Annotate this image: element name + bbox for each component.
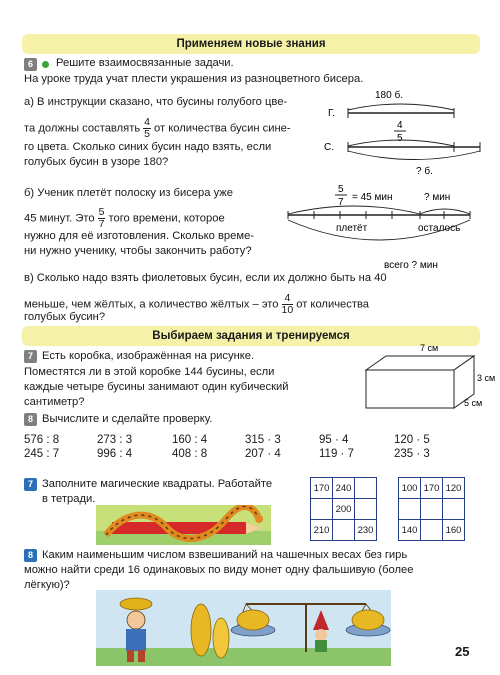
diagram-b-frac-num: 5 bbox=[338, 184, 344, 195]
magic-square-cell: 230 bbox=[355, 520, 377, 541]
box-height-label: 3 см bbox=[477, 373, 496, 383]
task-v-line1: в) Сколько надо взять фиолетовых бусин, если их должно быть на 40 bbox=[24, 272, 387, 284]
box-length-label: 7 см bbox=[420, 343, 439, 353]
magic-square-cell bbox=[355, 478, 377, 499]
calc-item: 235 · 3 bbox=[394, 448, 430, 460]
task-a-line4: голубых бусин в узоре 180? bbox=[24, 156, 169, 168]
task-number-badge: 7 bbox=[24, 478, 37, 491]
magic-square-cell bbox=[333, 520, 355, 541]
diagram-b-frac-den: 7 bbox=[338, 197, 344, 208]
task9-line1: Заполните магические квадраты. Работайте bbox=[42, 478, 273, 490]
calc-item: 245 : 7 bbox=[24, 448, 60, 460]
magic-square-cell: 210 bbox=[311, 520, 333, 541]
diagram-b-question: ? мин bbox=[424, 192, 451, 203]
calc-item: 160 : 4 bbox=[172, 434, 208, 446]
magic-square-cell bbox=[399, 499, 421, 520]
task-v-line3: голубых бусин? bbox=[24, 311, 106, 323]
task-a-line1: а) В инструкции сказано, что бусины голубого цве- bbox=[24, 96, 288, 108]
task-number-badge: 7 bbox=[24, 350, 37, 363]
task8-text: Вычислите и сделайте проверку. bbox=[42, 413, 213, 425]
magic-square-cell: 100 bbox=[399, 478, 421, 499]
magic-square-cell: 170 bbox=[421, 478, 443, 499]
magic-square-cell: 240 bbox=[333, 478, 355, 499]
task-intro-text: На уроке труда учат плести украшения из разноцветного бисера. bbox=[24, 73, 364, 85]
calc-item: 315 · 3 bbox=[245, 434, 281, 446]
magic-square-cell: 170 bbox=[311, 478, 333, 499]
task-number-badge: 8 bbox=[24, 549, 37, 562]
magic-square-1 bbox=[310, 477, 377, 541]
magic-square-cell bbox=[443, 499, 465, 520]
diagram-b-left-label: осталось bbox=[418, 223, 461, 234]
diagram-a-bottom-label: ? б. bbox=[416, 166, 433, 177]
magic-square-cell bbox=[355, 499, 377, 520]
diagram-a-label-s: С. bbox=[324, 142, 334, 153]
diagram-b-equation: = 45 мин bbox=[352, 192, 393, 203]
snake-pencil-illustration bbox=[96, 505, 271, 545]
task-intro-title: Решите взаимосвязанные задачи. bbox=[56, 57, 234, 69]
section-banner-practice: Выбираем задания и тренируемся bbox=[22, 326, 480, 346]
task-b-line3: нужно для её изготовления. Сколько време- bbox=[24, 230, 255, 242]
calc-item: 95 · 4 bbox=[319, 434, 349, 446]
task-a-line3: го цвета. Сколько синих бусин надо взять, если bbox=[24, 141, 272, 153]
calc-item: 576 : 8 bbox=[24, 434, 60, 446]
fraction-4-5: $\frac{4}{5}$ bbox=[144, 116, 150, 140]
magic-square-cell bbox=[311, 499, 333, 520]
diagram-a-frac-num: 4 bbox=[397, 120, 403, 131]
calc-item: 120 · 5 bbox=[394, 434, 430, 446]
calc-item: 207 · 4 bbox=[245, 448, 281, 460]
task7-line1: Есть коробка, изображённая на рисунке. bbox=[42, 350, 255, 362]
task10-line3: лёгкую)? bbox=[24, 579, 70, 591]
task-b-line2: 45 минут. Это $\frac{5}{7}$ того времени, которое bbox=[24, 206, 225, 230]
page-number: 25 bbox=[455, 644, 470, 659]
section-banner-apply: Применяем новые знания bbox=[22, 34, 480, 54]
magic-square-cell: 120 bbox=[443, 478, 465, 499]
coins-scale-illustration bbox=[96, 590, 391, 666]
calc-item: 119 · 7 bbox=[319, 448, 354, 460]
fraction-5-7: $\frac{5}{7}$ bbox=[98, 206, 105, 230]
task10-line1: Каким наименьшим числом взвешиваний на чашечных весах без гирь bbox=[42, 549, 408, 561]
green-dot-icon bbox=[42, 58, 52, 68]
segment-diagram-a bbox=[320, 86, 485, 178]
task7-line2: Поместятся ли в этой коробке 144 бусины, если bbox=[24, 366, 275, 378]
diagram-b-done-label: плетёт bbox=[336, 223, 368, 234]
fraction-4-10: $\frac{4}{10}$ bbox=[281, 292, 294, 316]
task9-line2: в тетради. bbox=[42, 493, 96, 505]
diagram-a-frac-den: 5 bbox=[397, 133, 403, 144]
diagram-b-total-label: всего ? мин bbox=[384, 260, 438, 271]
segment-diagram-b bbox=[284, 184, 484, 272]
magic-square-cell: 140 bbox=[399, 520, 421, 541]
magic-square-cell bbox=[421, 499, 443, 520]
calc-item: 273 : 3 bbox=[97, 434, 133, 446]
task7-line4: сантиметр? bbox=[24, 396, 85, 408]
task-b-line1: б) Ученик плетёт полоску из бисера уже bbox=[24, 187, 234, 199]
task-a-line2: та должны составлять $\frac{4}{5}$ от количества бусин сине- bbox=[24, 116, 291, 140]
calc-item: 996 : 4 bbox=[97, 448, 133, 460]
task-v-line2: меньше, чем жёлтых, а количество жёлтых – это $\frac{4}{10}$ от количества bbox=[24, 292, 370, 316]
magic-square-cell: 160 bbox=[443, 520, 465, 541]
task10-line2: можно найти среди 16 одинаковых по виду монет одну фальшивую (более bbox=[24, 564, 414, 576]
magic-square-cell: 200 bbox=[333, 499, 355, 520]
diagram-a-top-label: 180 б. bbox=[375, 90, 403, 101]
box-width-label: 5 см bbox=[464, 398, 483, 408]
task-number-badge: 8 bbox=[24, 413, 37, 426]
task7-line3: каждые четыре бусины занимают один кубический bbox=[24, 381, 289, 393]
task-b-line4: ни нужно ученику, чтобы закончить работу? bbox=[24, 245, 252, 257]
calc-item: 408 : 8 bbox=[172, 448, 208, 460]
box-drawing bbox=[360, 343, 496, 412]
magic-square-2 bbox=[398, 477, 465, 541]
diagram-a-label-g: Г. bbox=[328, 108, 335, 119]
task-number-badge: 6 bbox=[24, 58, 37, 71]
magic-square-cell bbox=[421, 520, 443, 541]
